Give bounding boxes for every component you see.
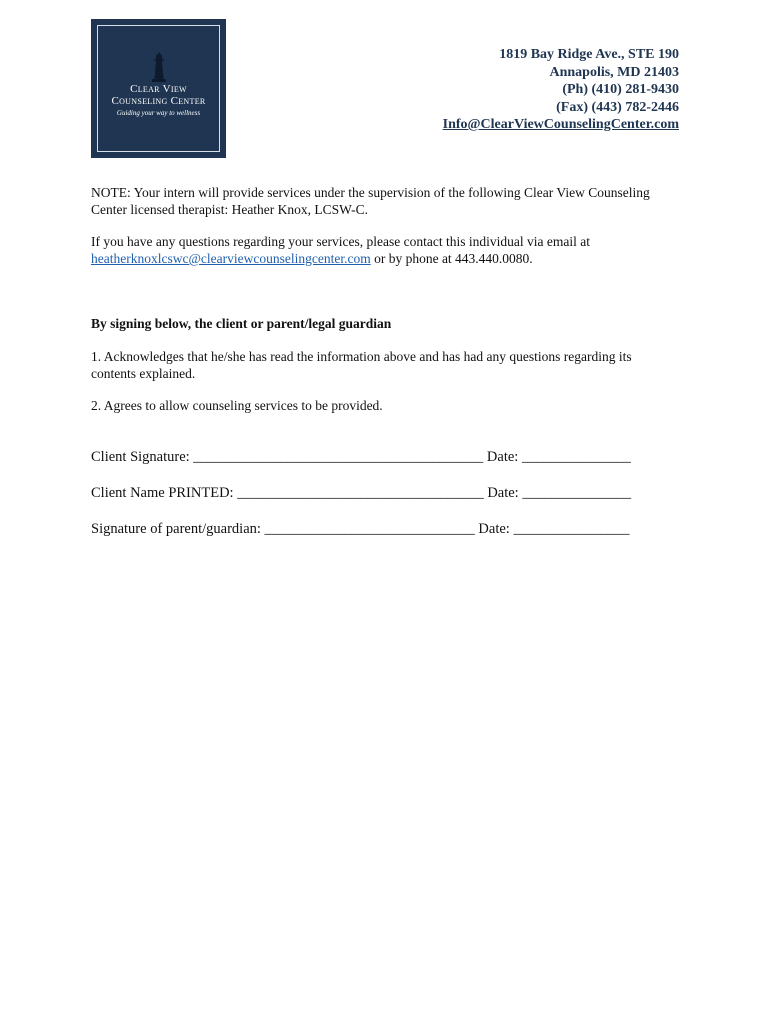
address-email-link[interactable]: Info@ClearViewCounselingCenter.com (442, 117, 679, 132)
supervision-note: NOTE: Your intern will provide services under the supervision of the following Clear View Counseling Center licensed therapist: Heather Knox, LCSW-C. (91, 185, 650, 217)
logo-name-line2: Counseling Center (111, 95, 206, 107)
address-phone: (Ph) (410) 281-9430 (562, 82, 679, 97)
contact-paragraph (91, 233, 681, 267)
logo-tagline: Guiding your way to wellness (116, 109, 201, 117)
contact-prefix: If you have any questions regarding your services, please contact this individual via email at (91, 234, 590, 249)
address-street: 1819 Bay Ridge Ave., STE 190 (499, 47, 679, 62)
therapist-email-link[interactable]: heatherknoxlcswc@clearviewcounselingcenter.com (91, 251, 371, 266)
clear-view-logo (91, 19, 226, 158)
lighthouse-icon (150, 52, 168, 82)
contact-suffix: or by phone at 443.440.0080. (370, 251, 533, 266)
guardian-signature-line[interactable]: Signature of parent/guardian: _____________________________ Date: ________________ (91, 521, 630, 537)
address-fax: (Fax) (443) 782-2446 (556, 99, 679, 115)
address-city: Annapolis, MD 21403 (549, 64, 679, 80)
consent-item-2: 2. Agrees to allow counseling services to be provided. (91, 398, 383, 413)
consent-heading: By signing below, the client or parent/legal guardian (91, 316, 392, 331)
client-signature-line[interactable]: Client Signature: ________________________________________ Date: _______________ (91, 449, 631, 465)
client-name-line[interactable]: Client Name PRINTED: __________________________________ Date: _______________ (91, 485, 632, 501)
address-block (443, 46, 679, 134)
logo-name-line1: Clear View (130, 83, 187, 95)
consent-item-1: 1. Acknowledges that he/she has read the information above and has had any questions regarding its contents explained. (91, 349, 632, 381)
